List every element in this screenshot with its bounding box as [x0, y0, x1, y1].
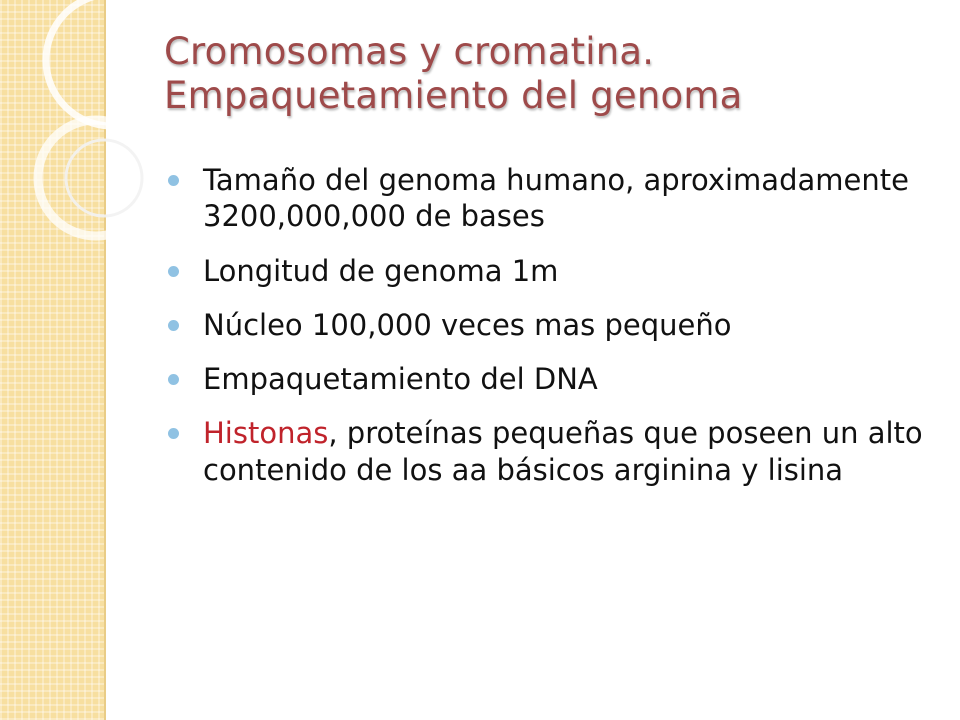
bullet-text: Empaquetamiento del DNA [203, 362, 598, 396]
histonas-highlight: Histonas [203, 416, 329, 451]
bullet-item-nucleus [166, 307, 936, 343]
bullet-dot-icon [168, 320, 179, 331]
bullet-dot-icon [168, 428, 179, 439]
small-ring-shape [38, 120, 154, 236]
bullet-dot-icon [168, 266, 179, 277]
bullet-item-genome-size [166, 162, 936, 235]
inner-ring-shape [66, 140, 142, 216]
bullet-text: Núcleo 100,000 veces mas pequeño [203, 307, 732, 342]
bullet-item-genome-length [166, 253, 936, 289]
bullet-text: , proteínas pequeñas que poseen un alto contenido de los aa básicos arginina y lisina [203, 416, 923, 487]
bullet-text: Tamaño del genoma humano, aproximadamente 3200,000,000 de bases [203, 163, 909, 234]
bullet-text: Longitud de genoma 1m [203, 253, 559, 288]
bullet-item-histones [166, 415, 936, 488]
bullet-dot-icon [168, 374, 179, 385]
slide-title [164, 30, 934, 119]
title-line-2: Empaquetamiento del genoma [164, 74, 743, 118]
bullet-dot-icon [168, 175, 179, 186]
large-ring-shape [46, 0, 178, 126]
title-line-1: Cromosomas y cromatina. [164, 30, 655, 73]
bullet-item-dna-packaging [166, 361, 936, 397]
bullet-list [166, 162, 936, 506]
